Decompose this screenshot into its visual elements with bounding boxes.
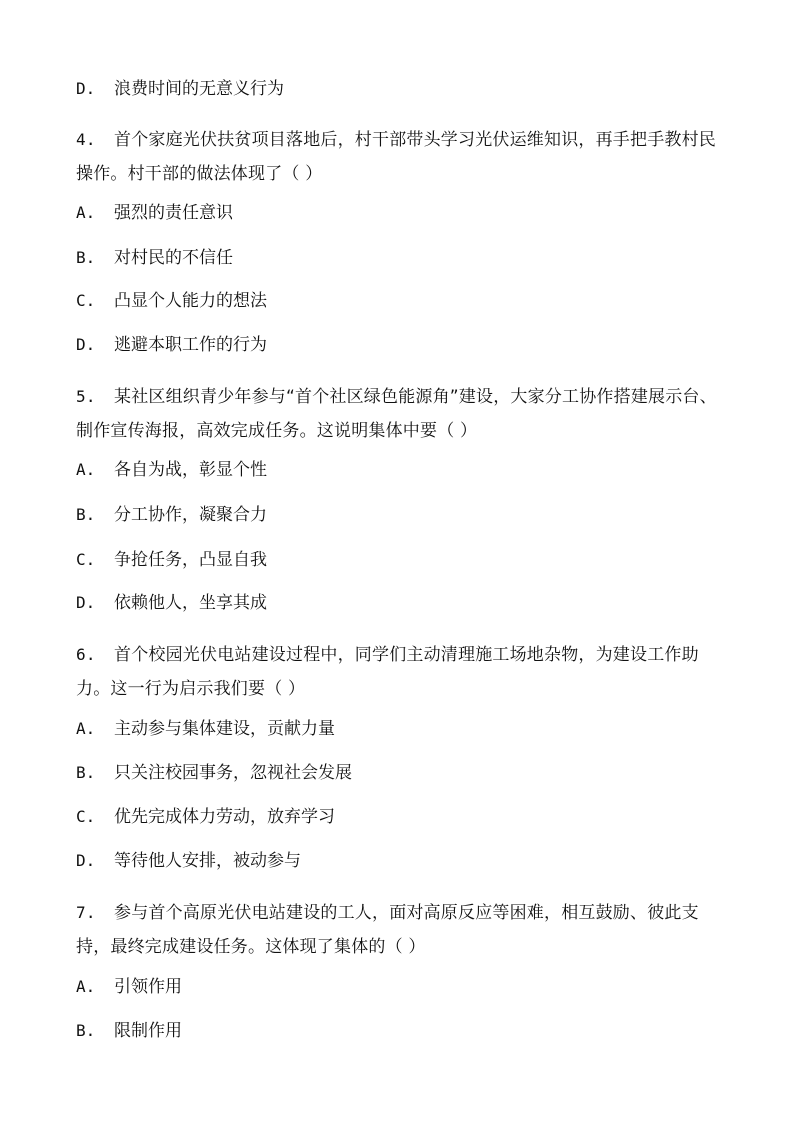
option-label: A. (76, 719, 96, 738)
option-label: A. (76, 460, 96, 479)
option-text: 凸显个人能力的想法 (114, 291, 267, 311)
option-label: B. (76, 248, 96, 267)
option-label: D. (76, 593, 96, 612)
question-text: 首个家庭光伏扶贫项目落地后，村干部带头学习光伏运维知识，再手把手教村民操作。村干部的做法体现了（ ） (76, 130, 716, 184)
option-c-q6 (76, 806, 726, 828)
option-label: D. (76, 851, 96, 870)
option-d-q3 (76, 78, 726, 100)
option-text: 主动参与集体建设，贡献力量 (114, 719, 335, 739)
question-number: 7. (76, 903, 96, 922)
option-text: 对村民的不信任 (114, 248, 233, 268)
option-label: D. (76, 335, 96, 354)
option-a-q5 (76, 459, 726, 481)
question-7 (76, 896, 726, 964)
option-b-q4 (76, 247, 726, 269)
option-c-q5 (76, 549, 726, 571)
option-text: 引领作用 (114, 977, 182, 997)
option-text: 浪费时间的无意义行为 (114, 79, 284, 99)
option-text: 优先完成体力劳动，放弃学习 (114, 807, 335, 827)
option-text: 逃避本职工作的行为 (114, 335, 267, 355)
option-d-q5 (76, 592, 726, 614)
question-5 (76, 380, 726, 448)
question-text: 首个校园光伏电站建设过程中，同学们主动清理施工场地杂物，为建设工作助力。这一行为启示我们要（ ） (76, 645, 699, 699)
option-text: 限制作用 (114, 1021, 182, 1041)
question-text: 参与首个高原光伏电站建设的工人，面对高原反应等困难，相互鼓励、彼此支持，最终完成建设任务。这体现了集体的（ ） (76, 903, 699, 957)
option-text: 等待他人安排，被动参与 (114, 851, 301, 871)
option-b-q6 (76, 762, 726, 784)
option-label: D. (76, 79, 96, 98)
question-number: 5. (76, 387, 96, 406)
option-d-q4 (76, 334, 726, 356)
option-d-q6 (76, 850, 726, 872)
option-label: C. (76, 550, 96, 569)
option-b-q7 (76, 1020, 726, 1042)
option-text: 争抢任务，凸显自我 (114, 550, 267, 570)
question-number: 6. (76, 645, 96, 664)
option-text: 强烈的责任意识 (114, 203, 233, 223)
option-text: 各自为战，彰显个性 (114, 460, 267, 480)
option-b-q5 (76, 504, 726, 526)
option-label: C. (76, 807, 96, 826)
option-label: B. (76, 763, 96, 782)
question-text: 某社区组织青少年参与“首个社区绿色能源角”建设，大家分工协作搭建展示台、制作宣传海报，高效完成任务。这说明集体中要（ ） (76, 387, 717, 441)
question-number: 4. (76, 130, 96, 149)
question-6 (76, 638, 726, 706)
option-c-q4 (76, 290, 726, 312)
option-text: 只关注校园事务，忽视社会发展 (114, 763, 352, 783)
option-text: 分工协作，凝聚合力 (114, 505, 267, 525)
option-a-q4 (76, 202, 726, 224)
option-text: 依赖他人，坐享其成 (114, 593, 267, 613)
option-label: A. (76, 203, 96, 222)
question-4 (76, 123, 726, 191)
option-a-q6 (76, 718, 726, 740)
option-label: B. (76, 505, 96, 524)
option-label: B. (76, 1021, 96, 1040)
option-label: A. (76, 977, 96, 996)
option-a-q7 (76, 976, 726, 998)
option-label: C. (76, 291, 96, 310)
